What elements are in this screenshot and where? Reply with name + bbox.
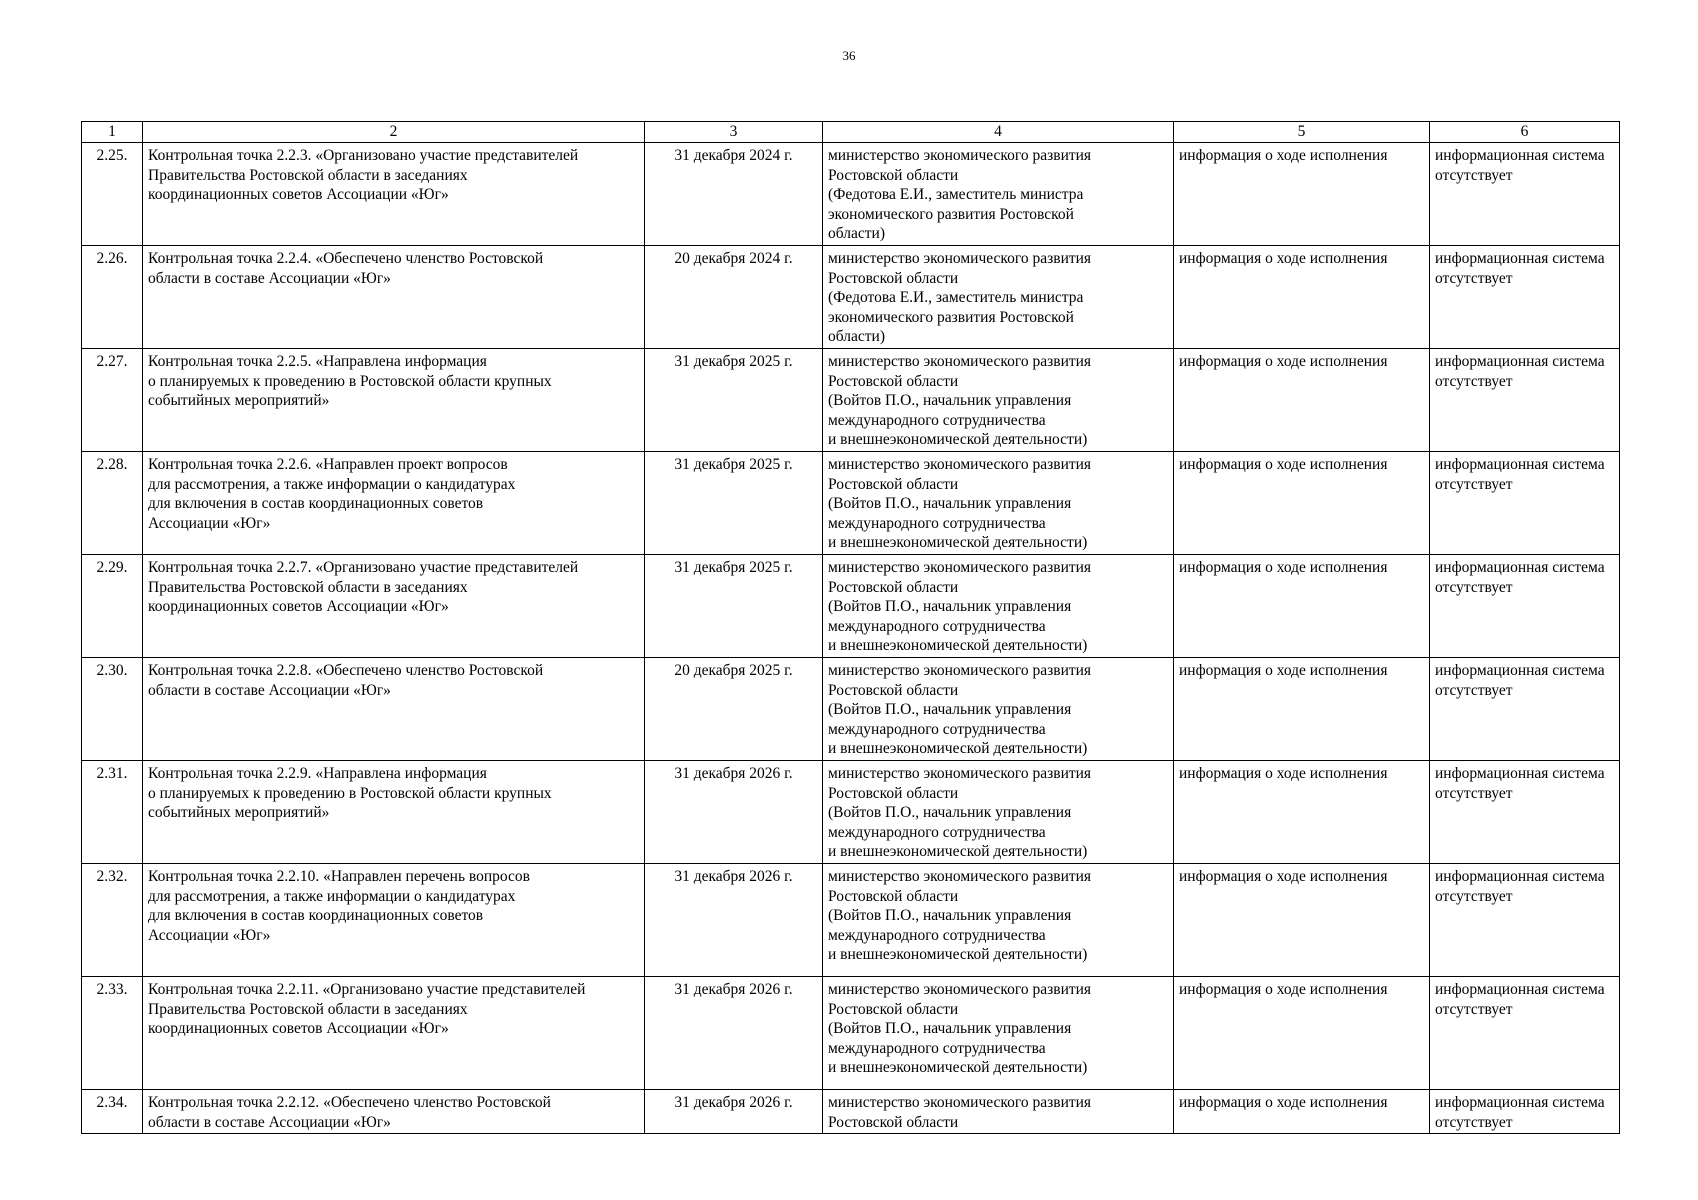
row-number: 2.27.	[82, 349, 143, 452]
header-col-6: 6	[1430, 122, 1620, 143]
table-row	[82, 452, 1620, 555]
control-point-name: Контрольная точка 2.2.3. «Организовано участие представителей Правительства Ростовской области в заседаниях координационных советов Ассоциации «Юг»	[143, 143, 645, 246]
information-system: информационная система отсутствует	[1430, 977, 1620, 1090]
information-system: информационная система отсутствует	[1430, 143, 1620, 246]
result-document: информация о ходе исполнения	[1174, 349, 1430, 452]
information-system: информационная система отсутствует	[1430, 555, 1620, 658]
result-document: информация о ходе исполнения	[1174, 658, 1430, 761]
table-row	[82, 864, 1620, 977]
responsible-executor: министерство экономического развития Ростовской области (Войтов П.О., начальник управления международного сотрудничества и внешнеэкономической деятельности)	[823, 761, 1174, 864]
control-point-name: Контрольная точка 2.2.9. «Направлена информация о планируемых к проведению в Ростовской области крупных событийных мероприятий»	[143, 761, 645, 864]
result-document: информация о ходе исполнения	[1174, 246, 1430, 349]
responsible-executor: министерство экономического развития Ростовской области (Войтов П.О., начальник управления международного сотрудничества и внешнеэкономической деятельности)	[823, 452, 1174, 555]
result-document: информация о ходе исполнения	[1174, 143, 1430, 246]
table-body	[82, 143, 1620, 1134]
information-system: информационная система отсутствует	[1430, 761, 1620, 864]
control-point-name: Контрольная точка 2.2.5. «Направлена информация о планируемых к проведению в Ростовской области крупных событийных мероприятий»	[143, 349, 645, 452]
information-system: информационная система отсутствует	[1430, 246, 1620, 349]
result-document: информация о ходе исполнения	[1174, 977, 1430, 1090]
deadline-date: 31 декабря 2026 г.	[645, 864, 823, 977]
deadline-date: 31 декабря 2026 г.	[645, 977, 823, 1090]
deadline-date: 31 декабря 2025 г.	[645, 555, 823, 658]
row-number: 2.29.	[82, 555, 143, 658]
row-number: 2.28.	[82, 452, 143, 555]
table-row	[82, 761, 1620, 864]
header-row	[82, 122, 1620, 143]
row-number: 2.26.	[82, 246, 143, 349]
information-system: информационная система отсутствует	[1430, 452, 1620, 555]
control-point-name: Контрольная точка 2.2.6. «Направлен проект вопросов для рассмотрения, а также информации о кандидатурах для включения в состав координационных советов Ассоциации «Юг»	[143, 452, 645, 555]
deadline-date: 20 декабря 2025 г.	[645, 658, 823, 761]
responsible-executor: министерство экономического развития Ростовской области (Федотова Е.И., заместитель министра экономического развития Ростовской области)	[823, 246, 1174, 349]
table-row	[82, 1090, 1620, 1134]
control-point-name: Контрольная точка 2.2.12. «Обеспечено членство Ростовской области в составе Ассоциации «Юг»	[143, 1090, 645, 1134]
page-number: 36	[842, 48, 856, 63]
header-col-3: 3	[645, 122, 823, 143]
control-point-name: Контрольная точка 2.2.4. «Обеспечено членство Ростовской области в составе Ассоциации «Юг»	[143, 246, 645, 349]
row-number: 2.31.	[82, 761, 143, 864]
information-system: информационная система отсутствует	[1430, 658, 1620, 761]
information-system: информационная система отсутствует	[1430, 1090, 1620, 1134]
deadline-date: 31 декабря 2025 г.	[645, 349, 823, 452]
deadline-date: 31 декабря 2024 г.	[645, 143, 823, 246]
responsible-executor: министерство экономического развития Ростовской области (Войтов П.О., начальник управления международного сотрудничества и внешнеэкономической деятельности)	[823, 977, 1174, 1090]
result-document: информация о ходе исполнения	[1174, 555, 1430, 658]
deadline-date: 20 декабря 2024 г.	[645, 246, 823, 349]
result-document: информация о ходе исполнения	[1174, 864, 1430, 977]
control-point-name: Контрольная точка 2.2.7. «Организовано участие представителей Правительства Ростовской области в заседаниях координационных советов Ассоциации «Юг»	[143, 555, 645, 658]
control-point-name: Контрольная точка 2.2.10. «Направлен перечень вопросов для рассмотрения, а также информации о кандидатурах для включения в состав координационных советов Ассоциации «Юг»	[143, 864, 645, 977]
header-col-4: 4	[823, 122, 1174, 143]
row-number: 2.30.	[82, 658, 143, 761]
header-col-1: 1	[82, 122, 143, 143]
table-row	[82, 977, 1620, 1090]
header-col-5: 5	[1174, 122, 1430, 143]
row-number: 2.32.	[82, 864, 143, 977]
header-col-2: 2	[143, 122, 645, 143]
table-row	[82, 143, 1620, 246]
responsible-executor: министерство экономического развития Ростовской области	[823, 1090, 1174, 1134]
control-points-table	[81, 121, 1620, 1134]
table-row	[82, 555, 1620, 658]
row-number: 2.34.	[82, 1090, 143, 1134]
information-system: информационная система отсутствует	[1430, 349, 1620, 452]
control-point-name: Контрольная точка 2.2.8. «Обеспечено членство Ростовской области в составе Ассоциации «Юг»	[143, 658, 645, 761]
deadline-date: 31 декабря 2026 г.	[645, 761, 823, 864]
responsible-executor: министерство экономического развития Ростовской области (Войтов П.О., начальник управления международного сотрудничества и внешнеэкономической деятельности)	[823, 349, 1174, 452]
table-row	[82, 246, 1620, 349]
responsible-executor: министерство экономического развития Ростовской области (Войтов П.О., начальник управления международного сотрудничества и внешнеэкономической деятельности)	[823, 864, 1174, 977]
result-document: информация о ходе исполнения	[1174, 1090, 1430, 1134]
row-number: 2.25.	[82, 143, 143, 246]
result-document: информация о ходе исполнения	[1174, 452, 1430, 555]
responsible-executor: министерство экономического развития Ростовской области (Федотова Е.И., заместитель министра экономического развития Ростовской области)	[823, 143, 1174, 246]
responsible-executor: министерство экономического развития Ростовской области (Войтов П.О., начальник управления международного сотрудничества и внешнеэкономической деятельности)	[823, 658, 1174, 761]
table-header	[82, 122, 1620, 143]
table-row	[82, 349, 1620, 452]
row-number: 2.33.	[82, 977, 143, 1090]
information-system: информационная система отсутствует	[1430, 864, 1620, 977]
table-row	[82, 658, 1620, 761]
control-point-name: Контрольная точка 2.2.11. «Организовано участие представителей Правительства Ростовской области в заседаниях координационных советов Ассоциации «Юг»	[143, 977, 645, 1090]
result-document: информация о ходе исполнения	[1174, 761, 1430, 864]
deadline-date: 31 декабря 2025 г.	[645, 452, 823, 555]
responsible-executor: министерство экономического развития Ростовской области (Войтов П.О., начальник управления международного сотрудничества и внешнеэкономической деятельности)	[823, 555, 1174, 658]
deadline-date: 31 декабря 2026 г.	[645, 1090, 823, 1134]
